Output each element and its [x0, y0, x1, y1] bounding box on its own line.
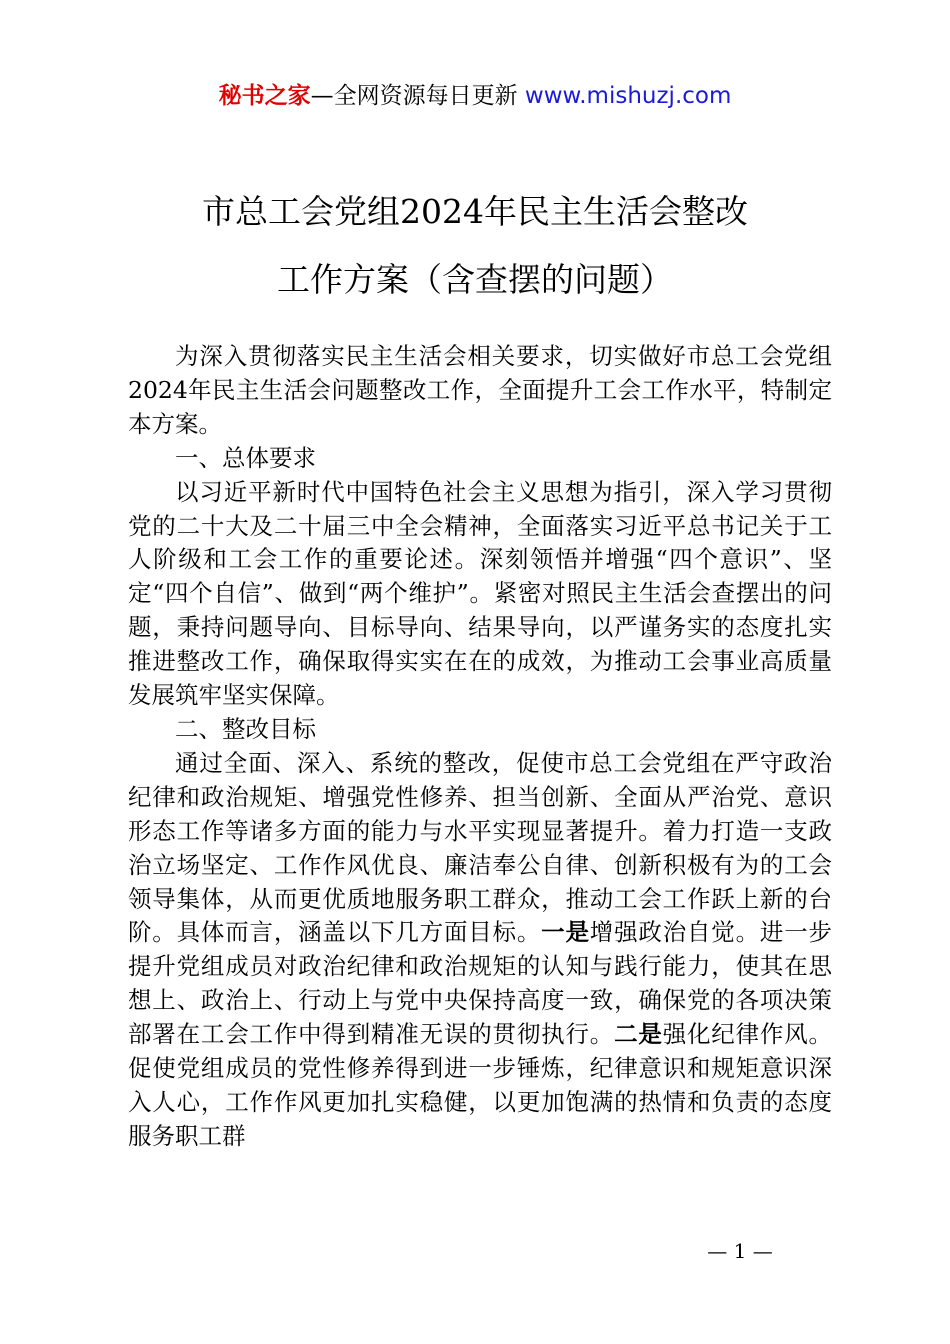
section-heading-1: 一、总体要求 [175, 443, 316, 472]
site-name: 秘书之家 [218, 83, 311, 109]
page-number: — 1 — [707, 1239, 773, 1263]
document-body [128, 340, 832, 1154]
document-title-line-1: 市总工会党组2024年民主生活会整改 [202, 192, 748, 231]
section-paragraph-1: 以习近平新时代中国特色社会主义思想为指引，深入学习贯彻党的二十大及二十届三中全会精神，全面落实习近平总书记关于工人阶级和工会工作的重要论述。深刻领悟并增强“四个意识”、坚定“四个自信”、做到“两个维护”。紧密对照民主生活会查摆出的问题，秉持问题导向、目标导向、结果导向，以严谨务实的态度扎实推进整改工作，确保取得实实在在的成效，为推动工会事业高质量发展筑牢坚实保障。 [128, 477, 832, 710]
goal-2-text: 强化纪律作风。促使党组成员的党性修养得到进一步锤炼，纪律意识和规矩意识深入人心，工作作风更加扎实稳健，以更加饱满的热情和负责的态度服务职工群 [128, 1020, 833, 1150]
goal-2-label: 二是 [614, 1020, 663, 1049]
site-tagline: —全网资源每日更新 [310, 83, 525, 109]
section-paragraph-2 [128, 747, 832, 1154]
site-header [0, 80, 950, 112]
section-heading-2: 二、整改目标 [175, 714, 316, 743]
document-title-line-2: 工作方案（含查摆的问题） [277, 260, 673, 299]
goal-1-text: 增强政治自觉。进一步提升党组成员对政治纪律和政治规矩的认知与践行能力，使其在思想上、政治上、行动上与党中央保持高度一致，确保党的各项决策部署在工会工作中得到精准无误的贯彻执行。 [128, 918, 833, 1049]
section-paragraph-2-text: 通过全面、深入、系统的整改，促使市总工会党组在严守政治纪律和政治规矩、增强党性修养、担当创新、全面从严治党、意识形态工作等诸多方面的能力与水平实现显著提升。着力打造一支政治立场坚定、工作作风优良、廉洁奉公自律、创新积极有为的工会领导集体，从而更优质地服务职工群众，推动工会工作跃上新的台阶。具体而言，涵盖以下几方面目标。 [128, 748, 832, 947]
site-url[interactable]: www.mishuzj.com [524, 83, 732, 109]
goal-1-label: 一是 [541, 918, 590, 947]
intro-paragraph: 为深入贯彻落实民主生活会相关要求，切实做好市总工会党组2024年民主生活会问题整改工作，全面提升工会工作水平，特制定本方案。 [128, 342, 832, 438]
